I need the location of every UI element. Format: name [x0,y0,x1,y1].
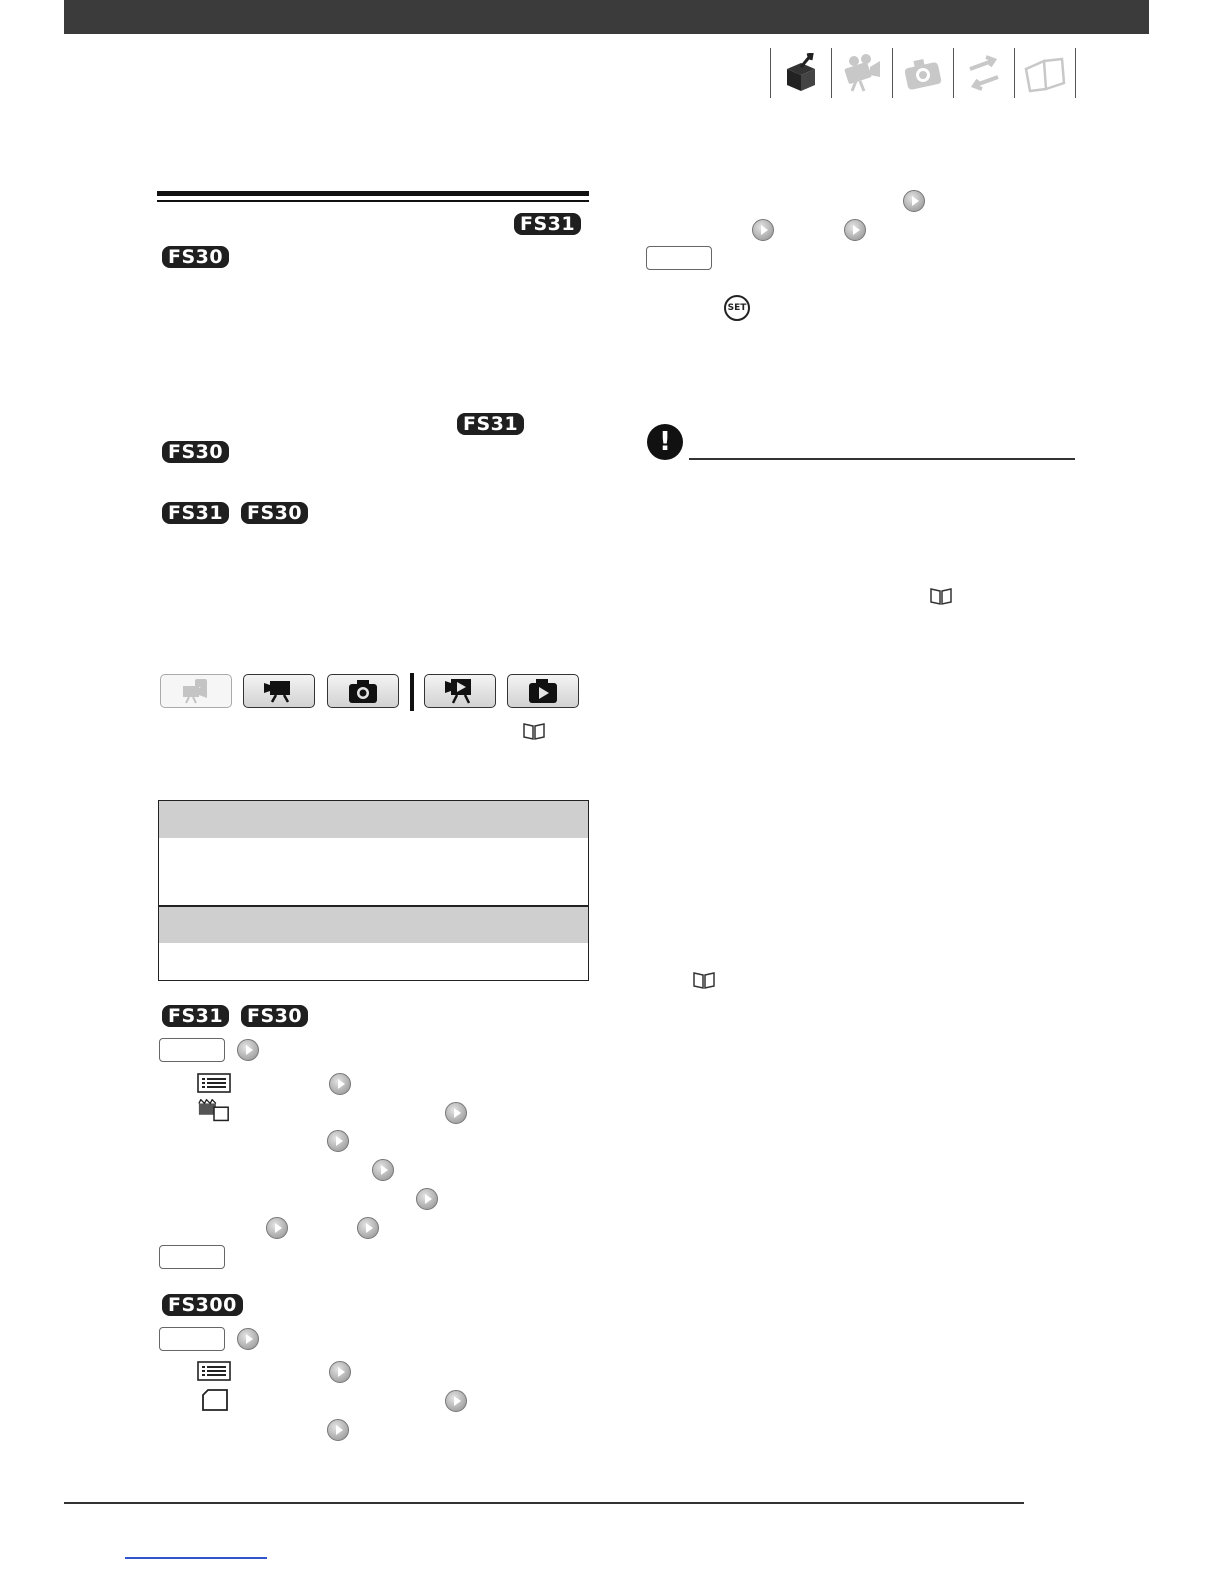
photo-playback-icon [524,677,562,705]
header-bar [64,0,1149,34]
intro-icon[interactable] [770,48,831,98]
movie-camera-icon [260,678,298,704]
arrow-icon [903,190,925,212]
menu-list-icon [197,1072,231,1094]
model-badge-fs30: FS30 [162,441,229,463]
book-ref-icon [929,587,953,605]
footer-rule [64,1502,1024,1504]
func-button-key [159,1038,225,1062]
movie-mode-button [243,674,315,708]
footer-link[interactable] [125,1557,267,1559]
func-button-key [646,246,712,270]
menu-list-icon [197,1360,231,1382]
arrow-icon [237,1039,259,1061]
table-header-band [159,907,588,943]
dual-camera-icon [177,678,215,704]
func-button-key [159,1327,225,1351]
func-button-key [159,1245,225,1269]
photo-camera-icon [344,677,382,705]
arrow-icon [752,219,774,241]
arrow-icon [266,1217,288,1239]
model-badge-fs30: FS30 [241,502,308,524]
info-table [158,800,589,981]
arrow-icon [237,1328,259,1350]
section-rule-thin [157,200,589,202]
arrow-icon [327,1130,349,1152]
set-button-icon: SET [724,295,750,321]
mode-divider [410,673,414,711]
arrow-icon [327,1419,349,1441]
movie-icon[interactable] [831,48,892,98]
arrow-icon [445,1102,467,1124]
arrow-icon [445,1390,467,1412]
model-badge-fs31: FS31 [514,213,581,235]
section-rule-thick [157,191,589,196]
dual-mode-button [160,674,232,708]
book-ref-icon [522,722,546,740]
book-ref-icon [692,971,716,989]
arrow-icon [329,1073,351,1095]
movie-playback-button [424,674,496,708]
movie-playback-icon [441,677,479,705]
model-badge-fs300: FS300 [162,1294,243,1316]
chapter-tabs [770,48,1076,98]
important-rule [689,458,1075,460]
table-header-band [159,801,588,838]
arrow-icon [844,219,866,241]
model-badge-fs31: FS31 [457,413,524,435]
sd-card-icon [197,1389,231,1411]
arrow-icon [329,1361,351,1383]
photo-playback-button [507,674,579,708]
photo-mode-button [327,674,399,708]
book-icon[interactable] [1014,48,1076,98]
memory-card-icon [197,1100,231,1122]
transfer-icon[interactable] [953,48,1014,98]
arrow-icon [416,1188,438,1210]
arrow-icon [357,1217,379,1239]
photo-icon[interactable] [892,48,953,98]
model-badge-fs30: FS30 [241,1005,308,1027]
arrow-icon [372,1159,394,1181]
important-icon: ! [647,424,683,460]
model-badge-fs31: FS31 [162,502,229,524]
model-badge-fs31: FS31 [162,1005,229,1027]
model-badge-fs30: FS30 [162,246,229,268]
